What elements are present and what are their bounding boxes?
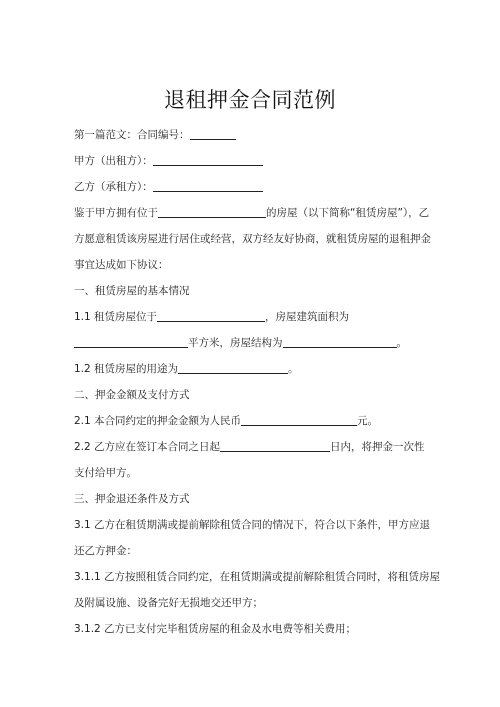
contract-number-line xyxy=(74,122,428,148)
section-heading-1: 一、租赁房屋的基本情况 xyxy=(74,285,190,297)
location-blank xyxy=(157,309,265,322)
paragraph-line: 方愿意租赁该房屋进行居住或经营，双方经友好协商，就租赁房屋的退租押金 xyxy=(74,233,431,245)
text-segment: 元。 xyxy=(357,415,379,427)
area-blank xyxy=(74,335,188,348)
clause-1-2 xyxy=(74,356,428,382)
clause-3-1-cont: 还乙方押金： xyxy=(74,545,137,557)
party-b-line xyxy=(74,174,428,200)
usage-blank xyxy=(178,361,288,374)
text-segment: 。 xyxy=(288,363,299,375)
clause-3-1-1: 3.1.1 乙方按照租赁合同约定，在租赁期满或提前解除租赁合同时，将租赁房屋 xyxy=(74,571,441,583)
document-body xyxy=(74,122,441,642)
document-title: 退租押金合同范例 xyxy=(164,88,336,112)
text-segment: 的房屋（以下简称“租赁房屋”），乙 xyxy=(266,207,430,219)
contract-number-label: 第一篇范文：合同编号： xyxy=(74,129,190,141)
section-heading-2: 二、押金金额及支付方式 xyxy=(74,389,190,401)
text-segment: 日内，将押金一次性 xyxy=(330,441,425,453)
clause-2-2 xyxy=(74,434,428,460)
text-segment: 平方米，房屋结构为 xyxy=(188,337,283,349)
party-b-label: 乙方（承租方）： xyxy=(74,181,153,193)
section-heading-3: 三、押金退还条件及方式 xyxy=(74,493,190,505)
clause-3-1-1-cont: 及附属设施、设备完好无损地交还甲方； xyxy=(74,597,263,609)
party-b-blank xyxy=(153,179,263,192)
text-segment: 2.2 乙方应在签订本合同之日起 xyxy=(74,441,221,453)
clause-2-2-cont: 支付给甲方。 xyxy=(74,467,137,479)
party-a-label: 甲方（出租方）： xyxy=(74,155,153,167)
contract-number-blank xyxy=(190,127,236,140)
paragraph-line: 事宜达成如下协议： xyxy=(74,259,169,271)
clause-3-1: 3.1 乙方在租赁期满或提前解除租赁合同的情况下，符合以下条件，甲方应退 xyxy=(74,519,431,531)
text-segment: ，房屋建筑面积为 xyxy=(265,311,350,323)
text-segment: 2.1 本合同约定的押金金额为人民币 xyxy=(74,415,242,427)
clause-1-1 xyxy=(74,304,428,330)
paragraph-line xyxy=(74,200,428,226)
party-a-line xyxy=(74,148,428,174)
structure-blank xyxy=(283,335,397,348)
address-blank xyxy=(158,205,266,218)
text-segment: 1.1 租赁房屋位于 xyxy=(74,311,158,323)
text-segment: 1.2 租赁房屋的用途为 xyxy=(74,363,179,375)
days-blank xyxy=(220,439,330,452)
clause-2-1 xyxy=(74,408,428,434)
text-segment: 。 xyxy=(396,337,407,349)
clause-3-1-2: 3.1.2 乙方已支付完毕租赁房屋的租金及水电费等相关费用； xyxy=(74,623,357,635)
party-a-blank xyxy=(153,153,263,166)
deposit-amount-blank xyxy=(241,413,357,426)
text-segment: 鉴于甲方拥有位于 xyxy=(74,207,158,219)
clause-1-1-cont xyxy=(74,330,428,356)
